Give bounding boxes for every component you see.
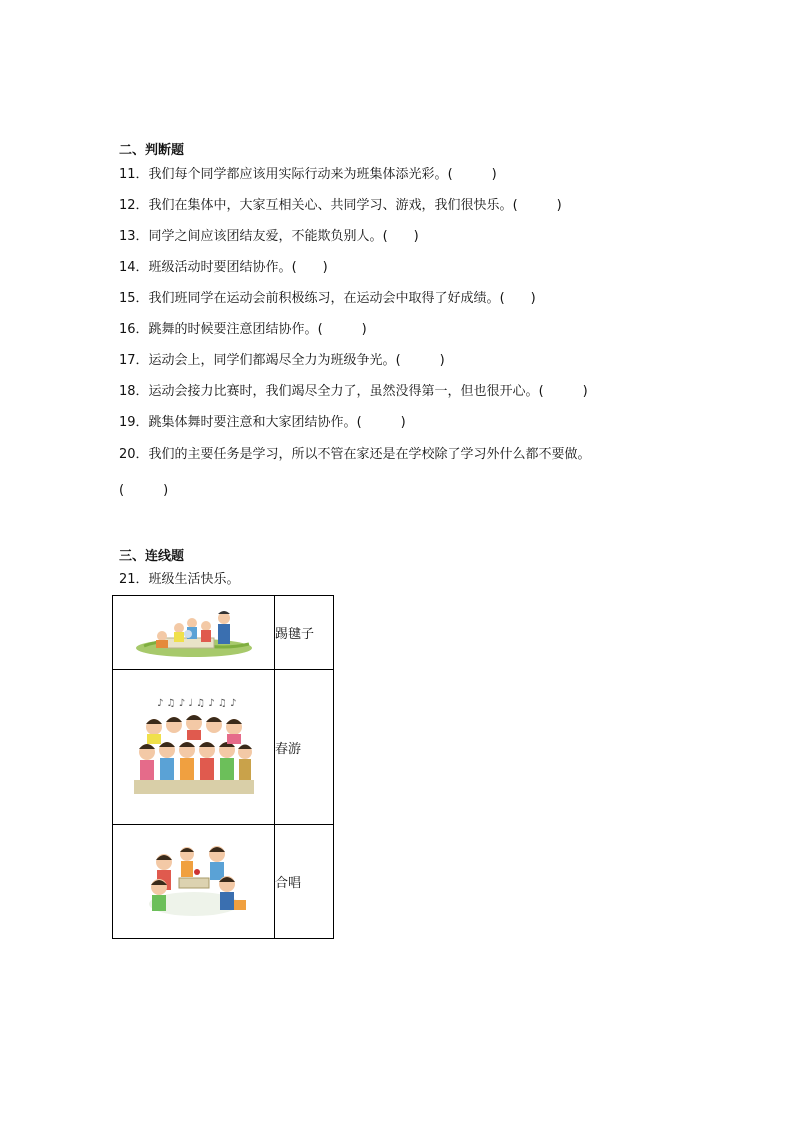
matching-table	[112, 595, 334, 939]
question-16	[119, 321, 367, 339]
answer-blank[interactable]: ( )	[512, 198, 562, 213]
question-text: 我们班同学在运动会前积极练习，在运动会中取得了好成绩。	[148, 291, 500, 306]
question-17	[119, 352, 445, 370]
question-text: 班级活动时要团结协作。	[148, 260, 292, 275]
question-number: 18．	[119, 384, 149, 399]
label-cell: 春游	[275, 670, 334, 825]
answer-blank[interactable]: ( )	[538, 384, 588, 399]
question-number: 16．	[119, 322, 149, 337]
shuttlecock-illustration	[139, 842, 249, 922]
answer-blank[interactable]: ( )	[119, 483, 169, 498]
answer-blank[interactable]: ( )	[382, 229, 419, 244]
picture-cell	[113, 670, 275, 825]
section-title-matching: 三、连线题	[119, 549, 185, 564]
question-20	[119, 446, 591, 464]
label-cell: 合唱	[275, 825, 334, 939]
picture-cell	[113, 596, 275, 670]
question-number: 11．	[119, 167, 149, 182]
answer-blank[interactable]: ( )	[499, 291, 536, 306]
picture-cell	[113, 825, 275, 939]
choir-illustration	[129, 692, 259, 802]
question-14	[119, 259, 328, 277]
picnic-illustration	[134, 608, 254, 658]
question-text: 我们的主要任务是学习，所以不管在家还是在学校除了学习外什么都不要做。	[148, 447, 591, 462]
table-row	[113, 670, 334, 825]
question-number: 15．	[119, 291, 149, 306]
answer-blank[interactable]: ( )	[356, 415, 406, 430]
question-number: 14．	[119, 260, 149, 275]
question-text: 运动会接力比赛时，我们竭尽全力了，虽然没得第一，但也很开心。	[148, 384, 539, 399]
answer-blank[interactable]: ( )	[395, 353, 445, 368]
question-number: 12．	[119, 198, 149, 213]
table-row	[113, 596, 334, 670]
question-text: 跳集体舞时要注意和大家团结协作。	[148, 415, 357, 430]
answer-blank[interactable]: ( )	[317, 322, 367, 337]
question-number: 17．	[119, 353, 149, 368]
question-text: 同学之间应该团结友爱，不能欺负别人。	[148, 229, 383, 244]
question-13	[119, 228, 419, 246]
label-cell: 踢毽子	[275, 596, 334, 670]
question-number: 20．	[119, 447, 149, 462]
question-11	[119, 166, 497, 184]
table-row	[113, 825, 334, 939]
question-number: 13．	[119, 229, 149, 244]
question-text: 我们每个同学都应该用实际行动来为班集体添光彩。	[148, 167, 448, 182]
svg-text:♪ ♫ ♪ ♩ ♫ ♪ ♫ ♪: ♪ ♫ ♪ ♩ ♫ ♪ ♫ ♪	[156, 698, 236, 709]
question-15	[119, 290, 536, 308]
question-12	[119, 197, 562, 215]
question-number: 19．	[119, 415, 149, 430]
question-18	[119, 383, 588, 401]
question-text: 跳舞的时候要注意团结协作。	[148, 322, 318, 337]
answer-blank[interactable]: ( )	[447, 167, 497, 182]
question-text: 运动会上，同学们都竭尽全力为班级争光。	[148, 353, 396, 368]
question-21: 21．班级生活快乐。	[119, 572, 240, 587]
section-title-judgement: 二、判断题	[119, 143, 185, 158]
question-text: 我们在集体中，大家互相关心、共同学习、游戏，我们很快乐。	[148, 198, 513, 213]
question-19	[119, 414, 406, 432]
answer-blank[interactable]: ( )	[291, 260, 328, 275]
